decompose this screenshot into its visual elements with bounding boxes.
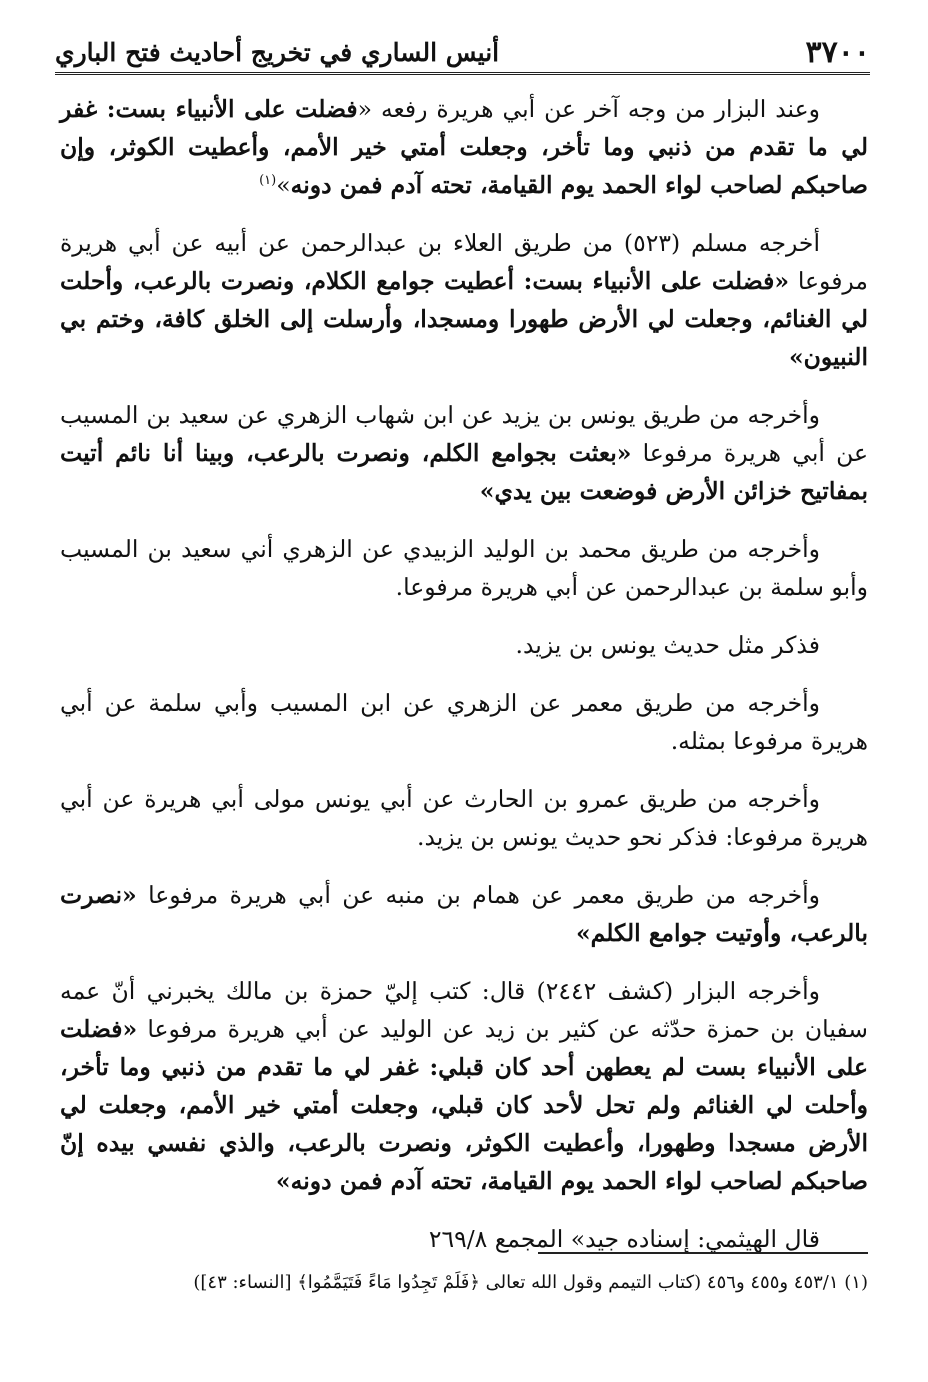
text-run: أخرجه مسلم (٥٢٣) من طريق العلاء بن عبدالرحمن عن أبيه عن أبي هريرة مرفوعا	[60, 229, 868, 295]
page-header	[55, 32, 870, 75]
paragraph	[60, 972, 868, 1200]
main-text	[60, 90, 868, 1278]
text-run: قال الهيثمي: إسناده جيد» المجمع ٢٦٩/٨	[428, 1225, 820, 1253]
paragraph	[60, 530, 868, 606]
hadith-quote: «فضلت على الأنبياء بست لم يعطهن أحد كان قبلي: غفر لي ما تقدم من ذنبي وما تأخر، وأحلت لي الغنائم ولم تحل لأحد كان قبلي، وجعلت أمتي خير الأمم، وجعلت لي الأرض مسجدا وطهورا، وأعطيت الكوثر، ونصرت بالرعب، والذي نفسي بيده إنّ صاحبكم لصاحب لواء الحمد يوم القيامة، تحته آدم فمن دونه»	[60, 1015, 868, 1195]
paragraph	[60, 90, 868, 204]
hadith-quote: «بعثت بجوامع الكلم، ونصرت بالرعب، وبينا أنا نائم أتيت بمفاتيح خزائن الأرض فوضعت بين يدي»	[60, 439, 868, 505]
paragraph	[60, 224, 868, 376]
text-run: »	[276, 171, 291, 199]
running-title: أنيس الساري في تخريج أحاديث فتح الباري	[55, 37, 500, 67]
paragraph	[60, 780, 868, 856]
hadith-quote: «نصرت بالرعب، وأوتيت جوامع الكلم»	[60, 881, 868, 947]
text-run: وأخرجه البزار (كشف ٢٤٤٢) قال: كتب إليّ حمزة بن مالك يخبرني أنّ عمه سفيان بن حمزة حدّثه عن كثير بن زيد عن الوليد عن أبي هريرة مرفوعا	[60, 977, 868, 1043]
paragraph	[60, 876, 868, 952]
text-run: وأخرجه من طريق محمد بن الوليد الزبيدي عن الزهري أني سعيد بن المسيب وأبو سلمة بن عبدالرحمن عن أبي هريرة مرفوعا.	[60, 535, 868, 601]
footnote: (١) ٤٥٣/١ و٤٥٥ و٤٥٦ (كتاب التيمم وقول الله تعالى ﴿فَلَمْ تَجِدُوا مَاءً فَتَيَمَّمُوا﴾ [النساء: ٤٣])	[193, 1272, 868, 1293]
footnote-divider	[538, 1252, 868, 1254]
text-run: وأخرجه من طريق معمر عن الزهري عن ابن المسيب وأبي سلمة عن أبي هريرة مرفوعا بمثله.	[60, 689, 868, 755]
text-run: وأخرجه من طريق عمرو بن الحارث عن أبي يونس مولى أبي هريرة عن أبي هريرة مرفوعا: فذكر نحو حديث يونس بن يزيد.	[60, 785, 868, 851]
text-run: فذكر مثل حديث يونس بن يزيد.	[515, 631, 820, 659]
page-number: ٣٧٠٠	[805, 34, 870, 70]
hadith-quote: «فضلت على الأنبياء بست: أعطيت جوامع الكلام، ونصرت بالرعب، وأحلت لي الغنائم، وجعلت لي الأرض طهورا ومسجدا، وأرسلت إلى الخلق كافة، وختم بي النبيون»	[60, 267, 868, 371]
paragraph	[60, 396, 868, 510]
paragraph	[60, 626, 868, 664]
text-run: وأخرجه من طريق يونس بن يزيد عن ابن شهاب الزهري عن سعيد بن المسيب عن أبي هريرة مرفوعا	[60, 401, 868, 467]
text-run: وعند البزار من وجه آخر عن أبي هريرة رفعه «	[357, 95, 820, 123]
footnote-marker: (١)	[259, 173, 277, 189]
paragraph	[60, 684, 868, 760]
hadith-quote: فضلت على الأنبياء بست: غفر لي ما تقدم من ذنبي وما تأخر، وجعلت أمتي خير الأمم، وأعطيت الكوثر، وإن صاحبكم لصاحب لواء الحمد يوم القيامة، تحته آدم فمن دونه	[60, 95, 868, 199]
text-run: وأخرجه من طريق معمر عن همام بن منبه عن أبي هريرة مرفوعا	[136, 881, 820, 909]
